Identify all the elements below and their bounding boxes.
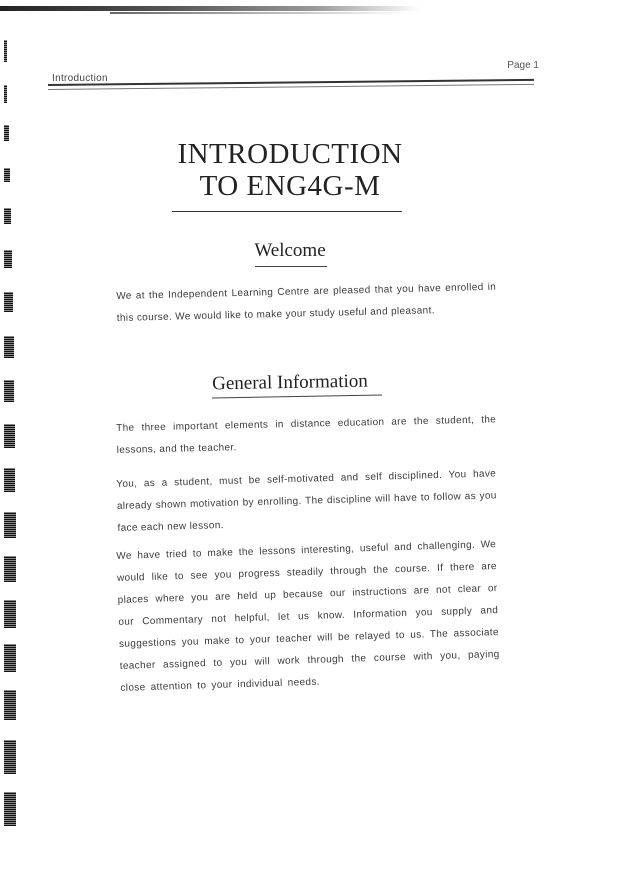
- welcome-heading: Welcome: [254, 240, 326, 261]
- page-number: Page 1: [507, 60, 539, 71]
- scan-edge-artifact: [0, 6, 420, 11]
- title-underline: [172, 211, 402, 212]
- general-information-heading: General Information: [211, 370, 368, 395]
- header-rule: [48, 79, 534, 90]
- paragraph-lessons: We have tried to make the lessons interesting, useful and challenging. We would like to see you progress steadily through the course. If there are places where you are held up because our instructions are not clear or our Commentary not helpful, let us know. Information you supply and suggestions you make to your teacher will be relayed to us. The associate teacher assigned to you will work through the course with you, paying close attention to your individual needs.: [116, 539, 500, 694]
- welcome-paragraph: We at the Independent Learning Centre are pleased that you have enrolled in this course. We would like to make your study useful and pleasant.: [116, 281, 497, 324]
- paragraph-student: You, as a student, must be self-motivated and self disciplined. You have already shown motivation by enrolling. The discipline will have to follow as you face each new lesson.: [116, 468, 497, 534]
- welcome-underline: [255, 266, 327, 267]
- title-line-1: INTRODUCTION: [177, 138, 403, 170]
- title-line-2: TO ENG4G-M: [199, 170, 381, 202]
- binding-margin-marks: [4, 40, 16, 860]
- scan-edge-artifact-2: [110, 12, 410, 14]
- general-information-underline: [212, 395, 382, 399]
- document-title: [150, 138, 430, 202]
- paragraph-elements: The three important elements in distance education are the student, the lessons, and the teacher.: [116, 414, 497, 456]
- running-header-section: Introduction: [52, 73, 108, 84]
